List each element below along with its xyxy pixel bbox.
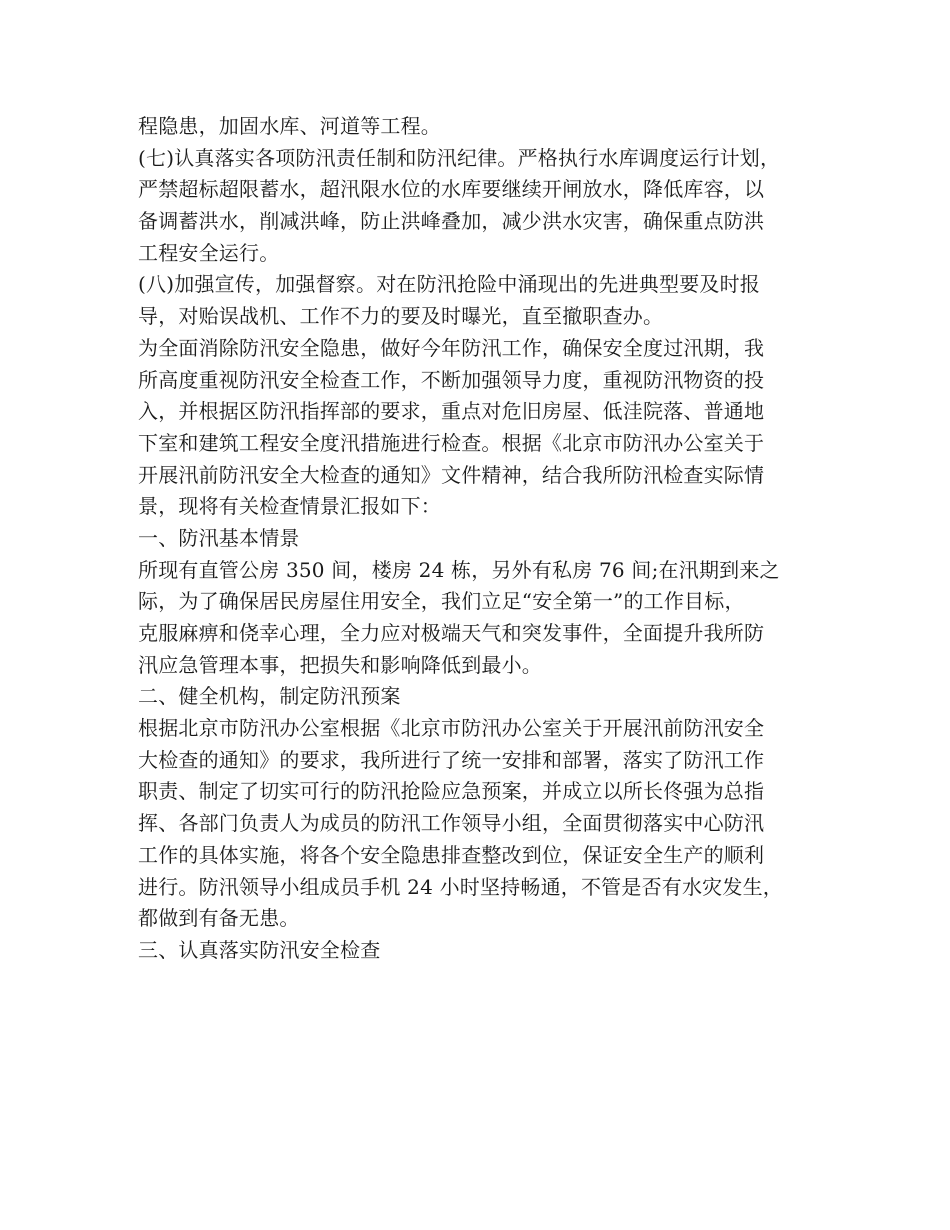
text-line: 程隐患，加固水库、河道等工程。 [138,114,441,138]
text-line: 所现有直管公房 350 间，楼房 24 栋，另外有私房 76 间;在汛期到来之 [138,557,780,582]
text-line: 所高度重视防汛安全检查工作，不断加强领导力度，重视防汛物资的投 [138,367,765,392]
text-line: (七)认真落实各项防汛责任制和防汛纪律。严格执行水库调度运行计划， [138,145,781,170]
text-line: 根据北京市防汛办公室根据《北京市防汛办公室关于开展汛前防汛安全 [138,716,765,741]
text-line: 克服麻痹和侥幸心理，全力应对极端天气和突发事件，全面提升我所防 [138,621,765,645]
text-line: (八)加强宣传，加强督察。对在防汛抢险中涌现出的先进典型要及时报 [138,272,761,297]
text-line: 景，现将有关检查情景汇报如下： [138,494,441,519]
text-line: 汛应急管理本事，把损失和影响降低到最小。 [138,652,542,677]
text-line: 都做到有备无患。 [138,906,300,931]
text-line: 进行。防汛领导小组成员手机 24 小时坚持畅通，不管是否有水灾发生， [138,874,783,899]
text-line: 大检查的通知》的要求，我所进行了统一安排和部署，落实了防汛工作 [138,747,765,772]
text-line: 入，并根据区防汛指挥部的要求，重点对危旧房屋、低洼院落、普通地 [138,399,765,424]
text-line: 职责、制定了切实可行的防汛抢险应急预案，并成立以所长佟强为总指 [138,779,765,804]
text-line: 工程安全运行。 [138,240,280,265]
text-line: 开展汛前防汛安全大检查的通知》文件精神，结合我所防汛检查实际情 [138,462,765,487]
section-heading: 二、健全机构，制定防汛预案 [138,684,401,709]
text-line: 导，对贻误战机、工作不力的要及时曝光，直至撤职查办。 [138,304,664,329]
document-body [138,111,828,967]
text-line: 工作的具体实施，将各个安全隐患排查整改到位，保证安全生产的顺利 [138,842,765,867]
text-line: 挥、各部门负责人为成员的防汛工作领导小组，全面贯彻落实中心防汛 [138,811,765,836]
text-line: 际，为了确保居民房屋住用安全，我们立足“安全第一”的工作目标， [138,589,745,614]
text-line: 下室和建筑工程安全度汛措施进行检查。根据《北京市防汛办公室关于 [138,430,765,455]
section-heading: 一、防汛基本情景 [138,525,300,550]
text-line: 严禁超标超限蓄水，超汛限水位的水库要继续开闸放水，降低库容，以 [138,177,765,202]
text-line: 备调蓄洪水，削减洪峰，防止洪峰叠加，减少洪水灾害，确保重点防洪 [138,209,765,234]
text-line: 为全面消除防汛安全隐患，做好今年防汛工作，确保安全度过汛期，我 [138,335,765,360]
section-heading: 三、认真落实防汛安全检查 [138,937,381,962]
